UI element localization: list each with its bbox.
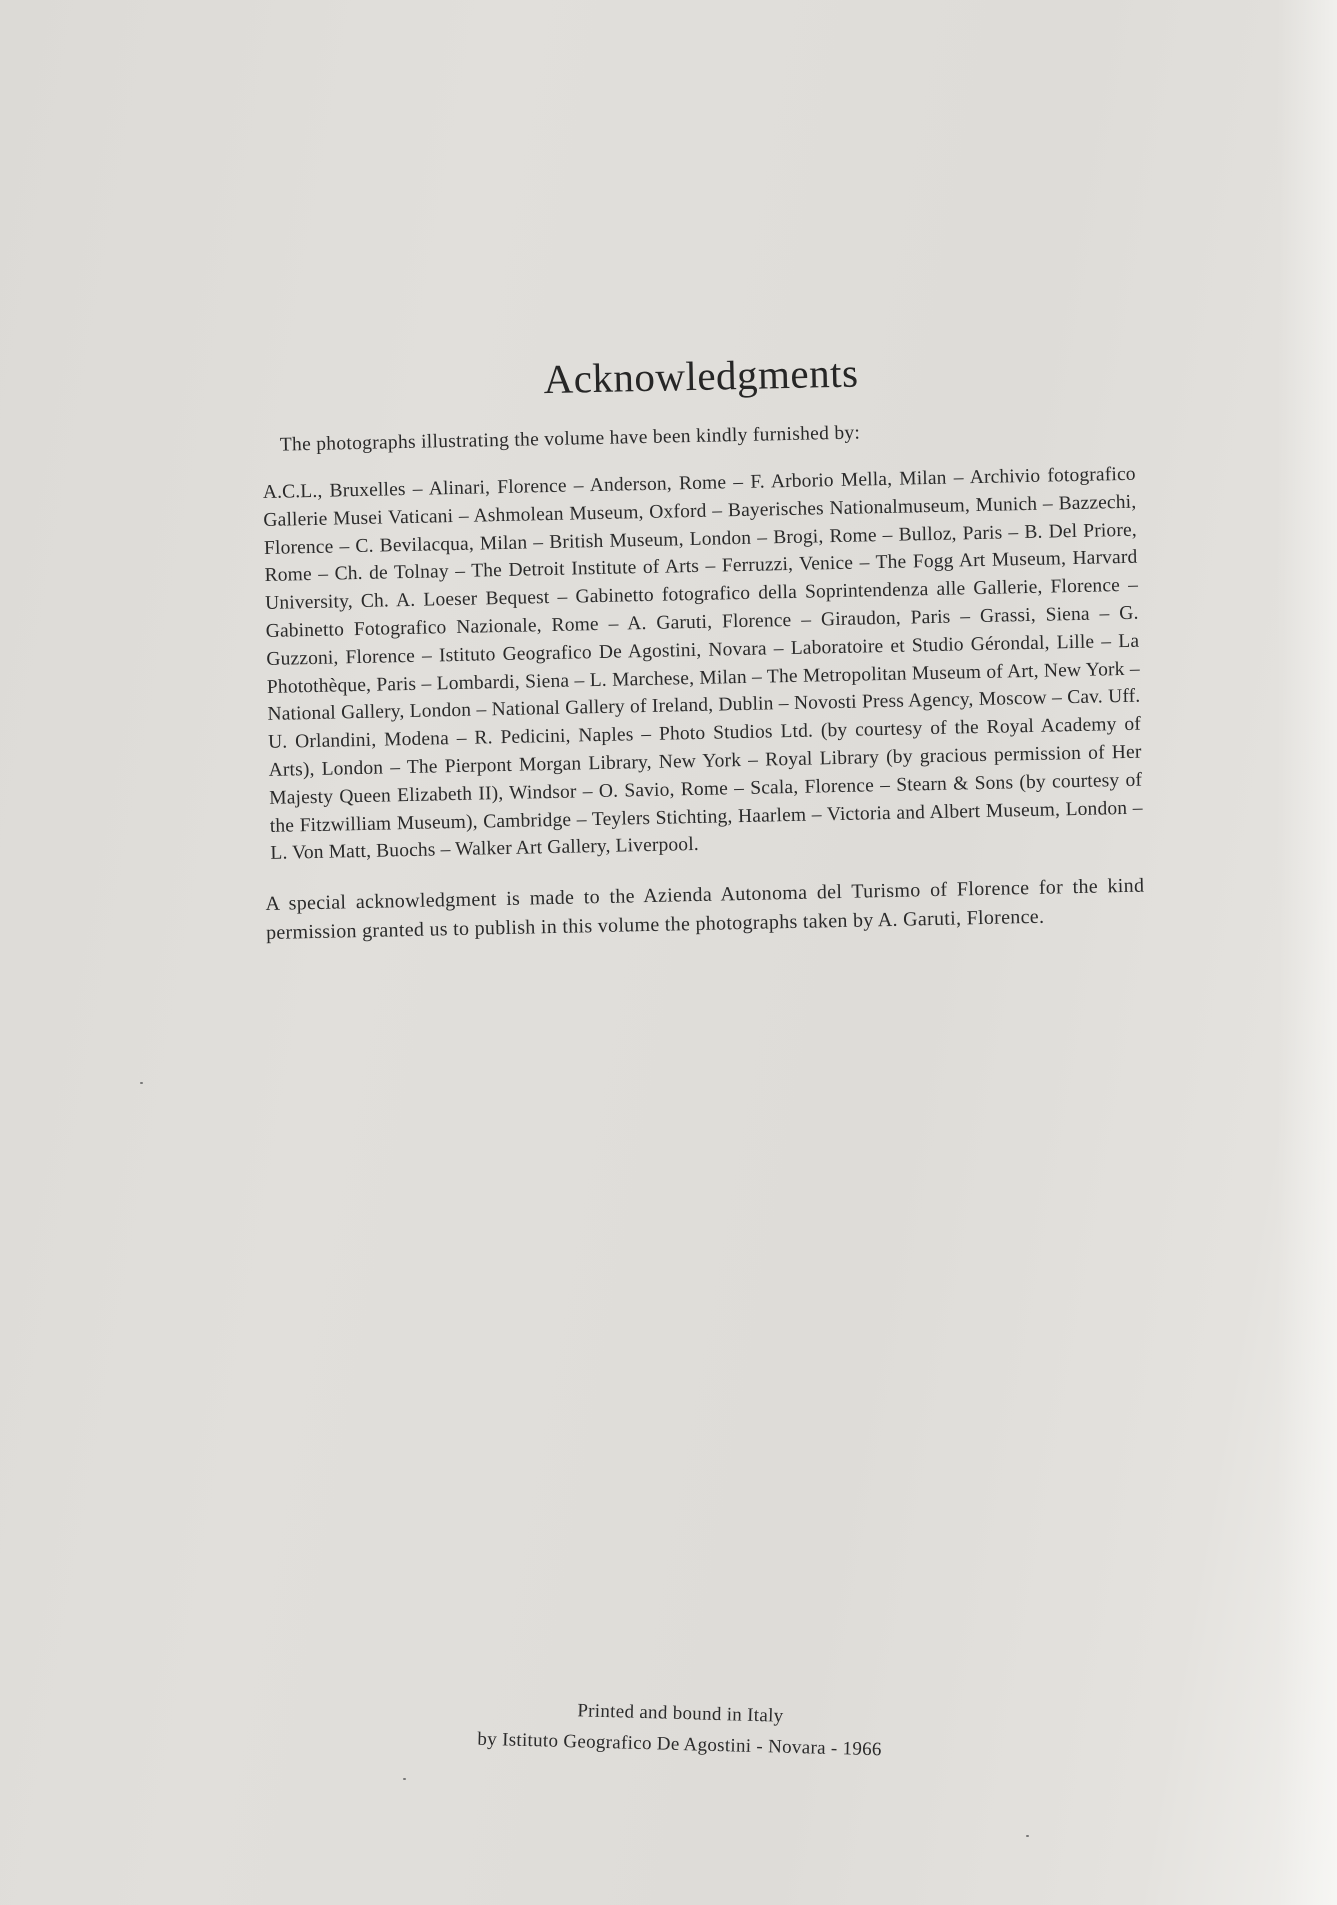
special-acknowledgment-paragraph: A special acknowledgment is made to the Azienda Autonoma del Turismo of Florence for the kind permission granted us to publish in this volume the photographs taken by A. Garuti, Florence. [265,874,1145,945]
colophon [439,1692,920,1767]
intro-text: The photographs illustrating the volume have been kindly furnished by: [279,422,861,456]
photo-credits-paragraph: A.C.L., Bruxelles – Alinari, Florence – Anderson, Rome – F. Arborio Mella, Milan – Archivio fotografico Gallerie Musei Vaticani – Ashmolean Museum, Oxford – Bayerisches Nationalmuseum, Munich – Bazzechi, Florence – C. Bevilacqua, Milan – British Museum, London – Brogi, Rome – Bulloz, Paris – B. Del Priore, Rome – Ch. de Tolnay – The Detroit Institute of Arts – Ferruzzi, Venice – The Fogg Art Museum, Harvard University, Ch. A. Loeser Bequest – Gabinetto fotografico della Soprintendenza alle Gallerie, Florence – Gabinetto Fotografico Nazionale, Rome – A. Garuti, Florence – Giraudon, Paris – Grassi, Siena – G. Guzzoni, Florence – Istituto Geografico De Agostini, Novara – Laboratoire et Studio Gérondal, Lille – La Photothèque, Paris – Lombardi, Siena – L. Marchese, Milan – The Metropolitan Museum of Art, New York – National Gallery, London – National Gallery of Ireland, Dublin – Novosti Press Agency, Moscow – Cav. Uff. U. Orlandini, Modena – R. Pedicini, Naples – Photo Studios Ltd. (by courtesy of the Royal Academy of Arts), London – The Pierpont Morgan Library, New York – Royal Library (by gracious permission of Her Majesty Queen Elizabeth II), Windsor – O. Savio, Rome – Scala, Florence – Stearn & Sons (by courtesy of the Fitzwilliam Museum), Cambridge – Teylers Stichting, Haarlem – Victoria and Albert Museum, London – L. Von Matt, Buochs – Walker Art Gallery, Liverpool. [262,463,1143,865]
acknowledgments-section [248,343,1145,949]
paper-speck [1026,1835,1029,1837]
colophon-line-2: by Istituto Geografico De Agostini - Novara - 1966 [477,1728,883,1761]
paper-speck [403,1778,406,1780]
page-edge-shading [1277,0,1337,1905]
colophon-line-1: Printed and bound in Italy [577,1700,784,1727]
page-title: Acknowledgments [543,349,859,403]
paper-speck [140,1082,143,1084]
